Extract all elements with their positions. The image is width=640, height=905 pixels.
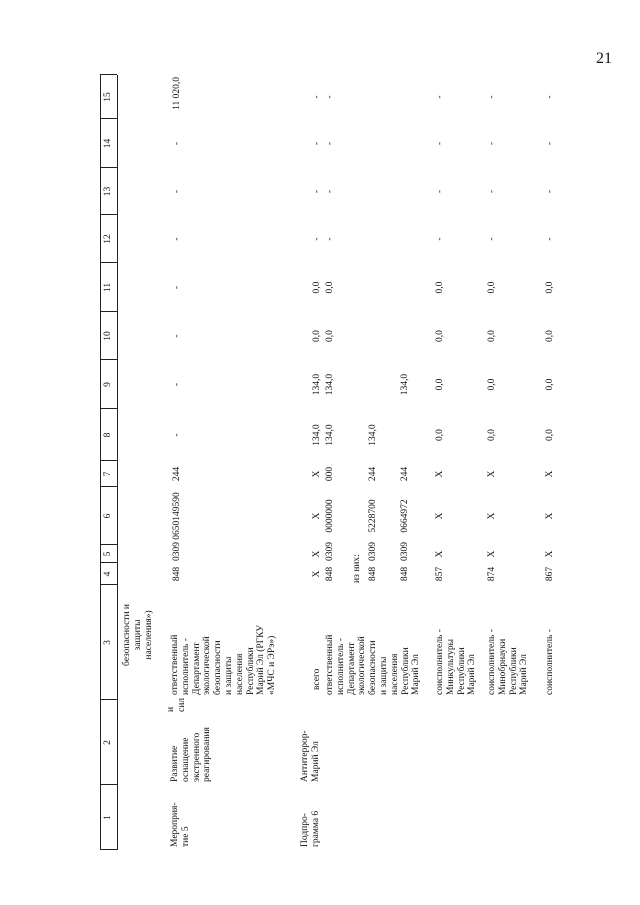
row-co-education-c12: - [487,237,497,241]
row-0664972-c5: 0309 [400,542,410,561]
row-co-education-c10: 0,0 [487,330,497,342]
column-header: 7 [103,471,113,477]
column-header: 12 [103,234,113,244]
row-0664972-c9: 134,0 [400,373,410,396]
row-measure-5-c4: 848 [172,566,182,582]
cell-line: соисполнитель - [545,629,555,695]
cell-line: ответственный [325,634,335,695]
column-header: 2 [103,740,113,745]
cell-line: исполнитель - [180,638,191,695]
row-responsible-c14: - [325,141,335,146]
row-total-c15: - [312,95,322,99]
row-co-education-c6: X [487,512,497,520]
cell-line: оснащение [180,737,191,782]
cell-line: Марий Эл [310,741,321,782]
row-co-3-c7: X [545,470,555,478]
row-total-c5: X [312,550,322,558]
row-name-subprogram-6 [300,730,322,782]
row-5228700-c4: 848 [368,566,378,582]
cell-line: исполнитель - [335,638,346,695]
row-responsible-cont [379,647,422,695]
row-co-education-c4: 874 [487,566,497,582]
row-responsible-c15: - [325,95,335,99]
row-total-c4: X [312,570,322,578]
column-header: 9 [103,382,113,387]
cell-line: всего [312,668,322,690]
row-co-executor-education [487,629,530,695]
row-co-education-c5: X [487,550,497,558]
row-co-culture-c8: 0,0 [435,429,445,441]
cell-line: и защиты [379,656,389,695]
row-co-3-c4: 867 [545,566,555,582]
row-responsible-c8: 134,0 [325,424,335,446]
cell-line: экологической [357,636,368,695]
column-header: 11 [103,282,113,293]
row-co-culture-c6: X [435,512,445,520]
row-co-culture-c12: - [435,237,445,241]
row-co-education-c11: 0,0 [487,281,497,294]
column-header: 14 [103,138,113,149]
row-total-c12: - [312,237,322,241]
row-co-education-c9: 0,0 [487,378,497,391]
row-measure-5-c13: - [172,189,182,194]
cell-line: соисполнитель - [435,629,445,695]
row-label-measure-5 [170,803,192,848]
column-header: 1 [103,815,113,820]
cell-line: защиты [132,619,143,651]
cell-line: Минобрнауки [497,638,508,695]
row-co-culture-c11: 0,0 [435,281,445,294]
cell-line: Марий Эл [467,654,478,695]
cell-line: и защиты [223,656,234,695]
row-responsible-c6: 0000000 [325,499,335,533]
column-header: 10 [103,331,113,341]
row-co-executor-culture [435,629,478,695]
row-co-culture-c4: 857 [435,566,445,582]
cell-line: сил [176,697,187,712]
cell-line: и [166,706,176,712]
row-5228700-c8: 134,0 [368,424,378,446]
row-co-3-c10: 0,0 [545,330,555,342]
cell-line: безопасности и [122,604,132,666]
row-responsible-c5: 0309 [325,542,335,561]
row-co-3-c5: X [545,550,555,558]
row-total-c10: 0,0 [312,330,322,342]
row-co-education-c8: 0,0 [487,429,497,441]
cell-line: Республики [456,647,467,695]
row-total-c7: X [312,470,322,478]
cell-line: Департамент [191,642,202,695]
row-5228700-c5: 0309 [368,542,378,561]
row-label-subprogram-6 [300,811,322,847]
cell-line: тие 5 [180,826,191,847]
cell-line: населения [234,653,245,695]
row-responsible-c4: 848 [325,566,335,582]
row-co-3-c8: 0,0 [545,429,555,441]
row-co-culture-c7: X [435,470,445,478]
row-measure-5-c10: - [172,334,182,338]
row-total-c8: 134,0 [312,424,322,446]
row-total-c13: - [312,189,322,194]
cell-line: экстренного [191,732,202,782]
cell-line: безопасности [213,640,224,695]
header-top-line [100,75,101,850]
row-total-c6: X [312,512,322,520]
cell-line: Развитие [170,745,180,782]
column-header: 6 [103,513,113,519]
cell-line: экологической [202,636,213,695]
cell-line: Мероприя- [170,802,180,847]
cell-line: Департамент [346,642,357,695]
cell-line: ответственный [170,634,180,695]
row-measure-5-c6: 0650149590 [172,492,182,540]
row-co-culture-c5: X [435,550,445,558]
cell-line: Марий Эл (РГКУ [256,624,267,695]
row-measure-5-c7: 244 [172,466,182,482]
row-co-3-c14: - [545,141,555,146]
cell-line: грамма 6 [310,810,321,847]
row-measure-5-c11: - [172,285,182,290]
row-responsible-c13: - [325,189,335,194]
row-executor [170,625,278,695]
row-co-education-c13: - [487,189,497,194]
cell-line: Подпро- [300,813,310,847]
cell-line: населения») [143,610,154,660]
row-co-education-c14: - [487,141,497,146]
row-responsible-c10: 0,0 [325,330,335,342]
row-5228700-c7: 244 [368,466,378,482]
row-co-3-c6: X [545,512,555,520]
row-0664972-c6: 0664972 [400,499,410,533]
row-co-culture-c15: - [435,95,445,99]
page-number: 21 [596,50,612,67]
row-measure-5-c12: - [172,237,182,241]
row-co-culture-c14: - [435,141,445,146]
cell-line: населения [389,653,400,695]
continued-text [122,600,154,670]
cell-line: реагирования [202,727,213,782]
header-bottom-line [117,75,118,850]
row-total-c9: 134,0 [312,373,322,396]
cell-line: соисполнитель - [487,629,497,695]
row-measure-5-c9: - [172,382,182,387]
row-co-culture-c13: - [435,189,445,194]
row-co-3-c13: - [545,189,555,194]
row-0664972-c4: 848 [400,566,410,582]
cell-line: Республики [508,647,519,695]
column-header: 8 [103,432,113,438]
row-co-education-c7: X [487,470,497,478]
row-total-label [312,669,323,690]
column-header: 3 [103,640,113,645]
row-of-which-c4: из них: [352,554,362,583]
row-responsible-c11: 0,0 [325,281,335,294]
row-responsible-c12: - [325,237,335,241]
row-measure-5-c15: 11 020,0 [172,77,182,110]
row-total-c11: 0,0 [312,281,322,294]
row-co-3-c15: - [545,95,555,99]
row-co-3-c12: - [545,237,555,241]
column-header: 15 [103,92,113,102]
cell-line: Марий Эл [411,654,422,695]
row-responsible-c7: 000 [325,466,335,482]
row-co-executor-3 [545,629,556,695]
row-co-3-c11: 0,0 [545,281,555,294]
row-measure-5-c8: - [172,433,182,437]
row-co-education-c15: - [487,95,497,99]
column-header: 4 [103,571,113,577]
column-header: 5 [103,551,113,557]
row-total-c14: - [312,141,322,146]
row-5228700-c6: 5228700 [368,499,378,533]
cell-line: Республики [400,647,411,695]
row-co-culture-c9: 0,0 [435,378,445,391]
row-measure-5-c14: - [172,141,182,146]
cell-line: «МЧС и ЭРэ») [267,635,278,695]
row-name-measure-5 [170,727,213,782]
row-0664972-c7: 244 [400,466,410,482]
cell-line: Республики [245,647,256,695]
cell-line: Антитеррор- [300,730,310,782]
row-co-culture-c10: 0,0 [435,330,445,342]
row-name-extra [166,698,188,712]
cell-line: Минкультуры [445,638,456,695]
column-header: 13 [103,186,113,197]
row-measure-5-c5: 0309 [172,542,182,561]
row-responsible-c9: 134,0 [325,373,335,396]
cell-line: Марий Эл [519,654,530,695]
cell-line: безопасности [368,640,379,695]
row-co-3-c9: 0,0 [545,378,555,391]
row-responsible [325,635,379,695]
